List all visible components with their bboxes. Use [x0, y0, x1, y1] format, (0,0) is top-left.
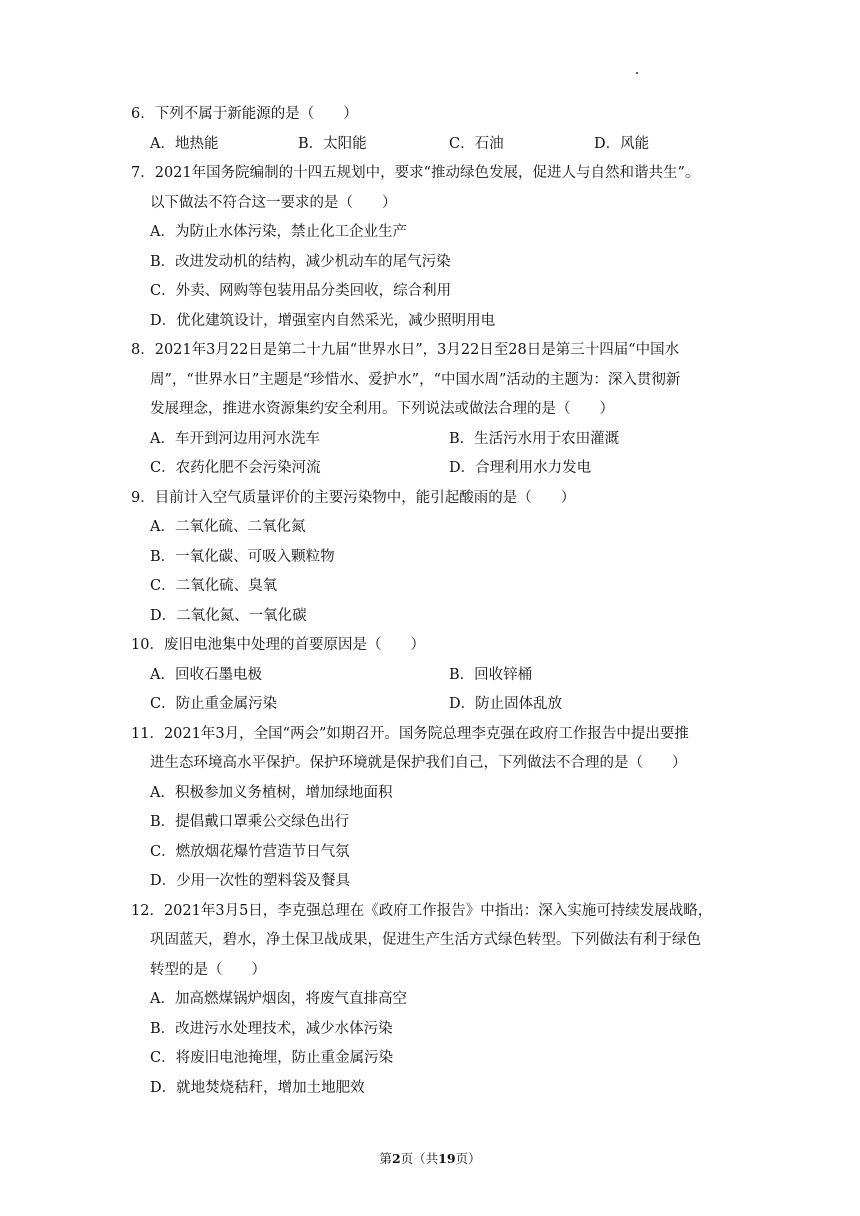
q10-option-a: A．回收石墨电极: [150, 667, 262, 683]
q8-option-b: B．生活污水用于农田灌溉: [449, 431, 620, 447]
q11-stem-line-1: 11．2021年3月，全国“两会”如期召开。国务院总理李克强在政府工作报告中提出要推: [131, 726, 689, 742]
q7-stem-line-2: 以下做法不符合这一要求的是（ ）: [150, 195, 397, 211]
total-page-count: 19: [438, 1151, 456, 1166]
q11-option-c: C．燃放烟花爆竹营造节日气氛: [150, 844, 350, 860]
footer-middle: 页（共: [400, 1151, 439, 1166]
q9-stem: 9．目前计入空气质量评价的主要污染物中，能引起酸雨的是（ ）: [131, 490, 576, 506]
q8-stem-line-2: 周”，“世界水日”主题是“珍惜水、爱护水”，“中国水周”活动的主题为：深入贯彻新: [150, 372, 681, 388]
q8-option-d: D．合理利用水力发电: [449, 460, 592, 476]
q11-option-b: B．提倡戴口罩乘公交绿色出行: [150, 814, 350, 830]
q8-option-a: A．车开到河边用河水洗车: [150, 431, 320, 447]
q12-stem-line-1: 12．2021年3月5日，李克强总理在《政府工作报告》中指出：深入实施可持续发展战略，: [131, 903, 713, 919]
q11-option-a: A．积极参加义务植树，增加绿地面积: [150, 785, 393, 801]
q7-option-b: B．改进发动机的结构，减少机动车的尾气污染: [150, 254, 451, 270]
q7-stem-line-1: 7．2021年国务院编制的十四五规划中，要求“推动绿色发展，促进人与自然和谐共生”。: [131, 165, 700, 181]
q12-stem-line-2: 巩固蓝天，碧水，净土保卫战成果，促进生产生活方式绿色转型。下列做法有利于绿色: [150, 932, 701, 948]
q7-option-d: D．优化建筑设计，增强室内自然采光，减少照明用电: [150, 313, 496, 329]
q12-stem-line-3: 转型的是（ ）: [150, 962, 266, 978]
q9-option-a: A．二氧化硫、二氧化氮: [150, 519, 306, 535]
q12-option-c: C．将废旧电池掩埋，防止重金属污染: [150, 1050, 394, 1066]
scan-mark: [636, 72, 638, 74]
q7-option-c: C．外卖、网购等包装用品分类回收，综合利用: [150, 283, 452, 299]
q6-option-d: D．风能: [594, 136, 650, 152]
q6-option-c: C．石油: [449, 136, 504, 152]
q8-stem-line-3: 发展理念，推进水资源集约安全利用。下列说法或做法合理的是（ ）: [150, 401, 614, 417]
q8-stem-line-1: 8．2021年3月22日是第二十九届“世界水日”，3月22日至28日是第三十四届“中国水: [131, 342, 680, 358]
page-footer: [0, 1150, 860, 1168]
q10-stem: 10．废旧电池集中处理的首要原因是（ ）: [131, 637, 425, 653]
footer-prefix: 第: [379, 1151, 392, 1166]
q6-option-b: B．太阳能: [298, 136, 367, 152]
q9-option-d: D．二氧化氮、一氧化碳: [150, 608, 307, 624]
footer-suffix: 页）: [455, 1151, 481, 1166]
q12-option-d: D．就地焚烧秸秆，增加土地肥效: [150, 1080, 365, 1096]
q8-option-c: C．农药化肥不会污染河流: [150, 460, 321, 476]
q12-option-a: A．加高燃煤锅炉烟囱，将废气直排高空: [150, 991, 407, 1007]
q7-option-a: A．为防止水体污染，禁止化工企业生产: [150, 224, 407, 240]
current-page-number: 2: [391, 1151, 401, 1166]
q10-option-b: B．回收锌桶: [449, 667, 533, 683]
q10-option-c: C．防止重金属污染: [150, 696, 278, 712]
q9-option-b: B．一氧化碳、可吸入颗粒物: [150, 549, 335, 565]
q10-option-d: D．防止固体乱放: [449, 696, 563, 712]
q6-stem: 6．下列不属于新能源的是（ ）: [131, 106, 358, 122]
q9-option-c: C．二氧化硫、臭氧: [150, 578, 278, 594]
q11-option-d: D．少用一次性的塑料袋及餐具: [150, 873, 351, 889]
q6-option-a: A．地热能: [150, 136, 219, 152]
q12-option-b: B．改进污水处理技术，减少水体污染: [150, 1021, 393, 1037]
q11-stem-line-2: 进生态环境高水平保护。保护环境就是保护我们自己，下列做法不合理的是（ ）: [150, 755, 687, 771]
